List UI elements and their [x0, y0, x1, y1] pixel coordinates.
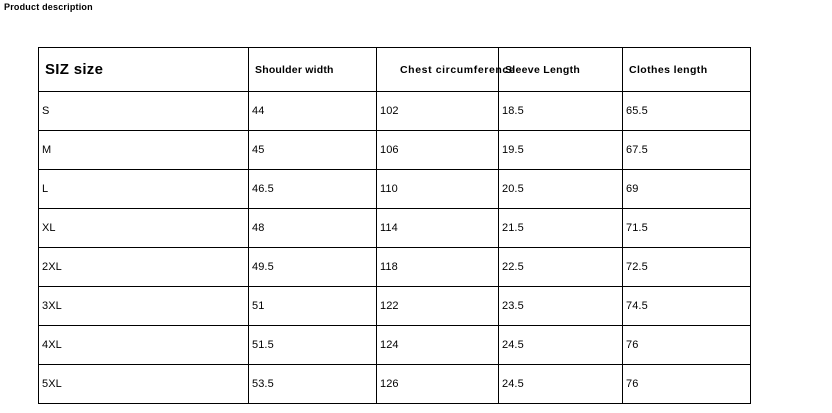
cell-value: 5XL [42, 378, 62, 390]
cell-value: 71.5 [626, 222, 648, 234]
cell-value: M [42, 144, 52, 156]
cell-chest-circumference [377, 131, 499, 170]
column-header-chest-circumference-label: Chest circumference [400, 63, 516, 76]
column-header-shoulder-width [249, 48, 377, 92]
cell-size [39, 170, 249, 209]
cell-value: 51 [252, 300, 265, 312]
cell-value: 124 [380, 339, 399, 351]
cell-shoulder-width [249, 92, 377, 131]
cell-value: 106 [380, 144, 399, 156]
cell-chest-circumference [377, 326, 499, 365]
cell-value: 2XL [42, 261, 62, 273]
cell-value: 4XL [42, 339, 62, 351]
cell-value: S [42, 105, 50, 117]
cell-shoulder-width [249, 365, 377, 404]
cell-size [39, 287, 249, 326]
cell-value: 48 [252, 222, 265, 234]
cell-value: 45 [252, 144, 265, 156]
cell-value: 18.5 [502, 105, 524, 117]
cell-chest-circumference [377, 365, 499, 404]
cell-sleeve-length [499, 287, 623, 326]
cell-value: 24.5 [502, 378, 524, 390]
cell-value: 19.5 [502, 144, 524, 156]
table-row [39, 326, 751, 365]
cell-value: 126 [380, 378, 399, 390]
cell-sleeve-length [499, 131, 623, 170]
cell-value: 44 [252, 105, 265, 117]
cell-clothes-length [623, 326, 751, 365]
column-header-shoulder-width-label: Shoulder width [255, 63, 334, 76]
cell-sleeve-length [499, 248, 623, 287]
cell-clothes-length [623, 92, 751, 131]
cell-size [39, 326, 249, 365]
cell-value: 22.5 [502, 261, 524, 273]
cell-shoulder-width [249, 170, 377, 209]
cell-size [39, 365, 249, 404]
column-header-clothes-length [623, 48, 751, 92]
table-row [39, 131, 751, 170]
cell-clothes-length [623, 131, 751, 170]
cell-size [39, 248, 249, 287]
cell-chest-circumference [377, 170, 499, 209]
column-header-chest-circumference [377, 48, 516, 92]
cell-value: 49.5 [252, 261, 274, 273]
cell-sleeve-length [499, 326, 623, 365]
cell-size [39, 209, 249, 248]
size-chart [38, 47, 750, 404]
table-row [39, 248, 751, 287]
column-header-sleeve-length [499, 48, 623, 92]
table-row [39, 209, 751, 248]
cell-chest-circumference [377, 209, 499, 248]
size-table [38, 47, 751, 404]
cell-value: 3XL [42, 300, 62, 312]
cell-chest-circumference [377, 248, 499, 287]
page-title: Product description [4, 2, 93, 12]
cell-sleeve-length [499, 365, 623, 404]
cell-value: 24.5 [502, 339, 524, 351]
cell-value: 72.5 [626, 261, 648, 273]
cell-clothes-length [623, 287, 751, 326]
cell-shoulder-width [249, 287, 377, 326]
cell-value: 67.5 [626, 144, 648, 156]
cell-value: L [42, 183, 49, 195]
cell-shoulder-width [249, 248, 377, 287]
cell-clothes-length [623, 209, 751, 248]
cell-value: 118 [380, 261, 398, 273]
cell-clothes-length [623, 170, 751, 209]
column-header-sleeve-length-label: Sleeve Length [505, 63, 581, 76]
cell-value: 114 [380, 222, 398, 234]
table-row [39, 287, 751, 326]
table-row [39, 365, 751, 404]
cell-sleeve-length [499, 170, 623, 209]
cell-value: 76 [626, 339, 639, 351]
cell-value: 21.5 [502, 222, 524, 234]
cell-shoulder-width [249, 131, 377, 170]
column-header-size [39, 48, 249, 92]
column-header-clothes-length-label: Clothes length [629, 63, 708, 76]
cell-clothes-length [623, 248, 751, 287]
cell-value: 53.5 [252, 378, 274, 390]
cell-chest-circumference [377, 92, 499, 131]
cell-value: 110 [380, 183, 398, 195]
cell-size [39, 131, 249, 170]
cell-value: 76 [626, 378, 639, 390]
cell-value: 20.5 [502, 183, 524, 195]
cell-clothes-length [623, 365, 751, 404]
cell-value: 65.5 [626, 105, 648, 117]
cell-value: 74.5 [626, 300, 648, 312]
cell-chest-circumference [377, 287, 499, 326]
cell-size [39, 92, 249, 131]
cell-value: 23.5 [502, 300, 524, 312]
cell-value: 46.5 [252, 183, 274, 195]
table-header-row [39, 48, 751, 92]
cell-value: XL [42, 222, 56, 234]
cell-value: 69 [626, 183, 639, 195]
cell-value: 102 [380, 105, 399, 117]
column-header-size-label: SIZ size [45, 61, 104, 78]
cell-sleeve-length [499, 209, 623, 248]
cell-value: 51.5 [252, 339, 274, 351]
cell-sleeve-length [499, 92, 623, 131]
table-row [39, 170, 751, 209]
cell-value: 122 [380, 300, 399, 312]
cell-shoulder-width [249, 209, 377, 248]
table-row [39, 92, 751, 131]
cell-shoulder-width [249, 326, 377, 365]
